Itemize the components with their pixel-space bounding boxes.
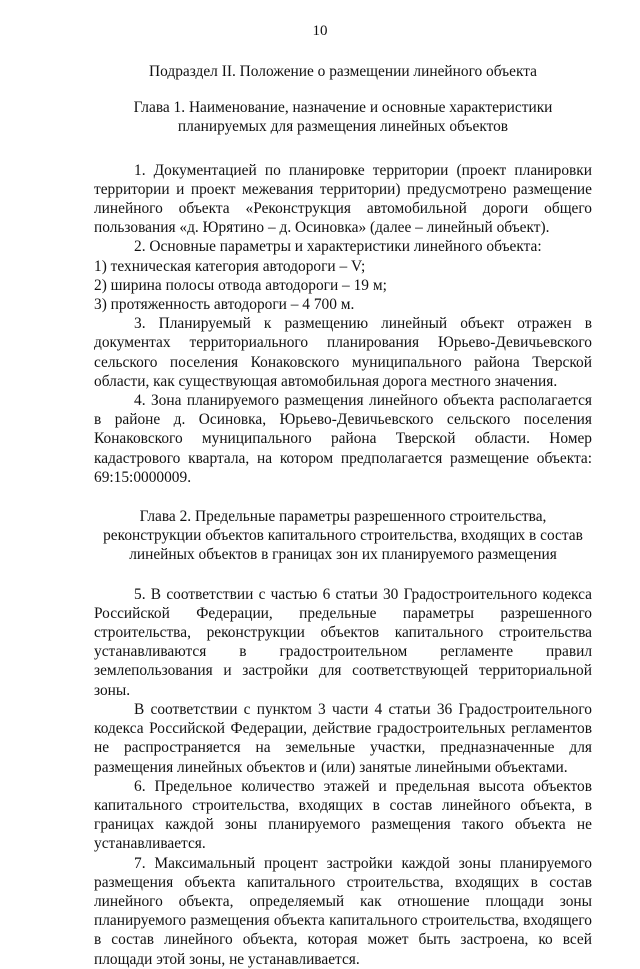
- page-number: 10: [312, 23, 328, 39]
- chapter-1-title: Глава 1. Наименование, назначение и основные характеристики планируемых для размещения линейных объектов: [133, 99, 553, 136]
- paragraph-5-continued: В соответствии с пунктом 3 части 4 статьи 36 Градостроительного кодекса Российской Федерации, действие градостроительных регламентов не распространяется на земельные участки, предназначенные для размещения линейных объектов и (или) занятые линейными объектами.: [94, 700, 592, 776]
- list-item-width: 2) ширина полосы отвода автодороги – 19 м;: [94, 276, 387, 294]
- paragraph-4: 4. Зона планируемого размещения линейного объекта располагается в районе д. Осиновка, Юрьево-Девичьевского сельского поселения Конаковского муниципального района Тверской области. Номер кадастрового квартала, на котором предполагается размещение объекта: 69:15:0000009.: [94, 392, 592, 486]
- page-content: [94, 62, 592, 969]
- paragraph-5: 5. В соответствии с частью 6 статьи 30 Градостроительного кодекса Российской Федерации, предельные параметры разрешенного строительства, реконструкции объектов капитального строительства устанавливаются в градостроительном регламенте правил землепользования и застройки для соответствующей территориальной зоны.: [94, 585, 592, 699]
- chapter-2-title: Глава 2. Предельные параметры разрешенного строительства, реконструкции объектов капитального строительства, входящих в состав линейных объектов в границах зон их планируемого размещения: [103, 508, 583, 564]
- list-item-length: 3) протяженность автодороги – 4 700 м.: [94, 296, 355, 314]
- paragraph-3: 3. Планируемый к размещению линейный объект отражен в документах территориального планирования Юрьево-Девичьевского сельского поселения Конаковского муниципального района Тверской области, как существующая автомобильная дорога местного значения.: [94, 315, 592, 390]
- paragraph-1: 1. Документацией по планировке территории (проект планировки территории и проект межевания территории) предусмотрено размещение линейного объекта «Реконструкция автомобильной дороги общего пользования «д. Юрятино – д. Осиновка» (далее – линейный объект).: [94, 161, 592, 237]
- paragraph-6: 6. Предельное количество этажей и предельная высота объектов капитального строительства, входящих в состав линейного объекта, в границах каждой зоны планируемого размещения такого объекта не устанавливается.: [94, 777, 592, 853]
- subsection-title: Подраздел II. Положение о размещении линейного объекта: [149, 63, 537, 80]
- list-item-category: 1) техническая категория автодороги – V;: [94, 257, 366, 275]
- paragraph-7: 7. Максимальный процент застройки каждой зоны планируемого размещения объекта капитального строительства, входящих в состав линейного объекта, определяемый как отношение площади зоны планируемого размещения объекта капитального строительства, входящего в состав линейного объекта, которая может быть застроена, ко всей площади этой зоны, не устанавливается.: [94, 854, 592, 968]
- paragraph-2: 2. Основные параметры и характеристики линейного объекта:: [134, 238, 542, 256]
